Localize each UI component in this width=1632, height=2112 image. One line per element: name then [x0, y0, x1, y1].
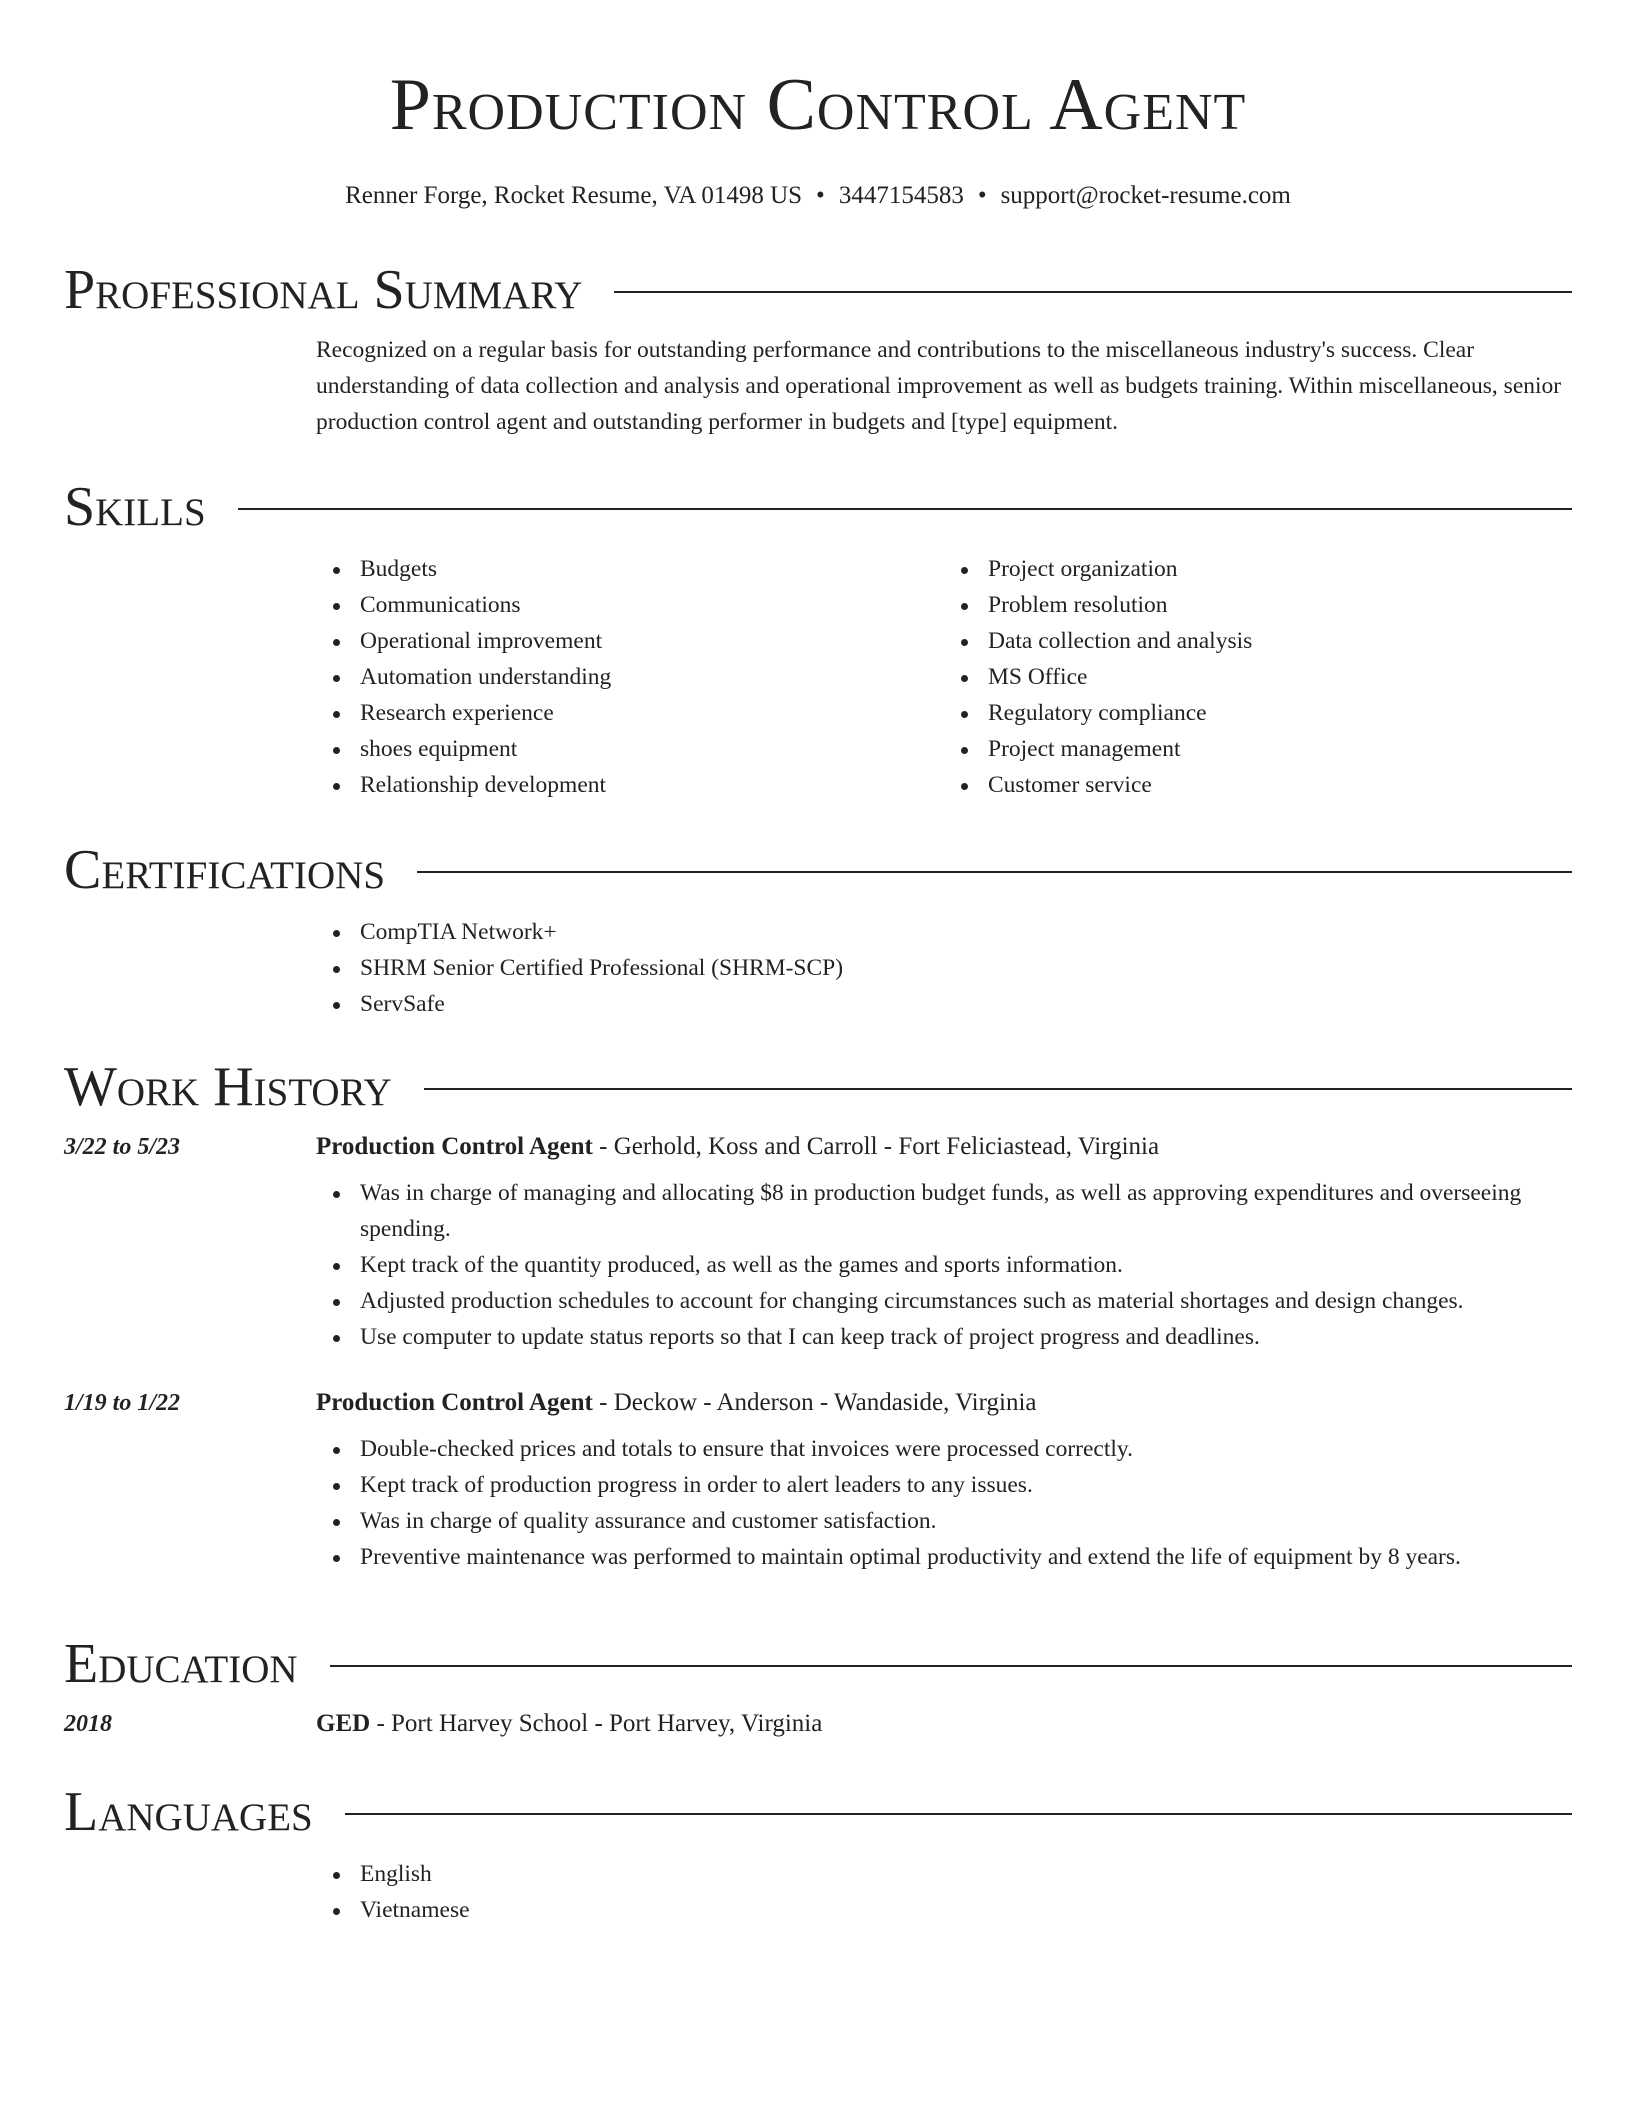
skills-grid: [316, 551, 1572, 803]
languages-body: [316, 1856, 1572, 1928]
job-entry: [64, 1389, 1572, 1575]
certifications-body: [316, 914, 1572, 1022]
languages-section: [64, 1780, 1572, 1928]
work-heading: Work History: [64, 1056, 392, 1118]
certifications-list: [316, 914, 1572, 1022]
skills-heading: Skills: [64, 476, 206, 538]
resume-page: [64, 0, 1572, 1923]
job-bullet-list: [316, 1431, 1572, 1575]
job-title-line: [316, 1133, 1159, 1161]
work-heading-row: [64, 1055, 1572, 1119]
job-header: [64, 1389, 1572, 1417]
skill-item: Automation understanding: [360, 659, 944, 695]
skill-item: Budgets: [360, 551, 944, 587]
skills-list-right: [944, 551, 1572, 803]
job-bullet: Adjusted production schedules to account for changing circumstances such as material shortages and design changes.: [360, 1283, 1572, 1319]
skill-item: Project management: [988, 731, 1572, 767]
skills-list-left: [316, 551, 944, 803]
section-divider: [424, 1088, 1572, 1090]
education-degree: GED: [316, 1710, 371, 1737]
education-heading: Education: [64, 1633, 298, 1695]
skills-section: [64, 475, 1572, 803]
job-bullet: Double-checked prices and totals to ensure that invoices were processed correctly.: [360, 1431, 1572, 1467]
education-section: [64, 1632, 1572, 1738]
job-bullet: Kept track of the quantity produced, as well as the games and sports information.: [360, 1247, 1572, 1283]
language-item: Vietnamese: [360, 1892, 1572, 1928]
resume-name: Production Control Agent: [389, 64, 1247, 146]
certifications-section: [64, 838, 1572, 1022]
contact-phone: 3447154583: [838, 182, 964, 209]
job-title: Production Control Agent: [316, 1133, 593, 1160]
contact-separator: •: [977, 182, 987, 209]
certifications-heading-row: [64, 838, 1572, 902]
section-divider: [614, 291, 1572, 293]
section-divider: [238, 508, 1572, 510]
skill-item: Customer service: [988, 767, 1572, 803]
contact-address: Renner Forge, Rocket Resume, VA 01498 US: [345, 182, 803, 209]
job-bullet: Was in charge of quality assurance and customer satisfaction.: [360, 1503, 1572, 1539]
certification-item: SHRM Senior Certified Professional (SHRM-SCP): [360, 950, 1572, 986]
contact-line: [64, 180, 1572, 212]
education-school-location: - Port Harvey School - Port Harvey, Virginia: [370, 1710, 823, 1737]
job-title: Production Control Agent: [316, 1389, 593, 1416]
work-history-section: [64, 1055, 1572, 1575]
job-entry: [64, 1133, 1572, 1355]
skills-heading-row: [64, 475, 1572, 539]
education-heading-row: [64, 1632, 1572, 1696]
section-divider: [345, 1813, 1572, 1815]
summary-text: Recognized on a regular basis for outstanding performance and contributions to the miscellaneous industry's success. Clear understanding of data collection and analysis and operational improvement as well as budgets training. Within miscellaneous, senior production control agent and outstanding performer in budgets and [type] equipment.: [316, 337, 1562, 435]
job-bullet: Was in charge of managing and allocating $8 in production budget funds, as well as approving expenditures and overseeing spending.: [360, 1175, 1572, 1247]
job-dates: 1/19 to 1/22: [64, 1390, 181, 1416]
job-bullets: [316, 1431, 1572, 1575]
contact-separator: •: [816, 182, 825, 209]
languages-list: [316, 1856, 1572, 1928]
certifications-heading: Certifications: [64, 839, 386, 901]
skill-item: Operational improvement: [360, 623, 944, 659]
languages-heading-row: [64, 1780, 1572, 1844]
skill-item: Data collection and analysis: [988, 623, 1572, 659]
section-divider: [330, 1665, 1572, 1667]
languages-heading: Languages: [64, 1781, 313, 1843]
skill-item: Regulatory compliance: [988, 695, 1572, 731]
job-bullet: Preventive maintenance was performed to maintain optimal productivity and extend the life of equipment by 8 years.: [360, 1539, 1572, 1575]
job-dates: 3/22 to 5/23: [64, 1134, 181, 1160]
job-title-line: [316, 1389, 1037, 1417]
skill-item: Relationship development: [360, 767, 944, 803]
skill-item: MS Office: [988, 659, 1572, 695]
summary-body: [316, 332, 1572, 440]
skill-item: Communications: [360, 587, 944, 623]
education-entry: [64, 1710, 1572, 1738]
summary-heading-row: [64, 258, 1572, 322]
skill-item: Project organization: [988, 551, 1572, 587]
job-employer-location: - Gerhold, Koss and Carroll - Fort Feliciastead, Virginia: [592, 1133, 1160, 1160]
job-bullet: Use computer to update status reports so that I can keep track of project progress and deadlines.: [360, 1319, 1572, 1355]
job-bullet: Kept track of production progress in order to alert leaders to any issues.: [360, 1467, 1572, 1503]
summary-heading: Professional Summary: [64, 259, 583, 321]
job-bullets: [316, 1175, 1572, 1355]
job-employer-location: - Deckow - Anderson - Wandaside, Virginia: [592, 1389, 1037, 1416]
certification-item: CompTIA Network+: [360, 914, 1572, 950]
contact-email: support@rocket-resume.com: [1000, 182, 1291, 209]
education-line: [316, 1710, 822, 1738]
job-header: [64, 1133, 1572, 1161]
skill-item: Research experience: [360, 695, 944, 731]
certification-item: ServSafe: [360, 986, 1572, 1022]
skill-item: Problem resolution: [988, 587, 1572, 623]
summary-section: [64, 258, 1572, 440]
skill-item: shoes equipment: [360, 731, 944, 767]
language-item: English: [360, 1856, 1572, 1892]
job-bullet-list: [316, 1175, 1572, 1355]
education-year: 2018: [64, 1711, 112, 1737]
section-divider: [417, 871, 1572, 873]
